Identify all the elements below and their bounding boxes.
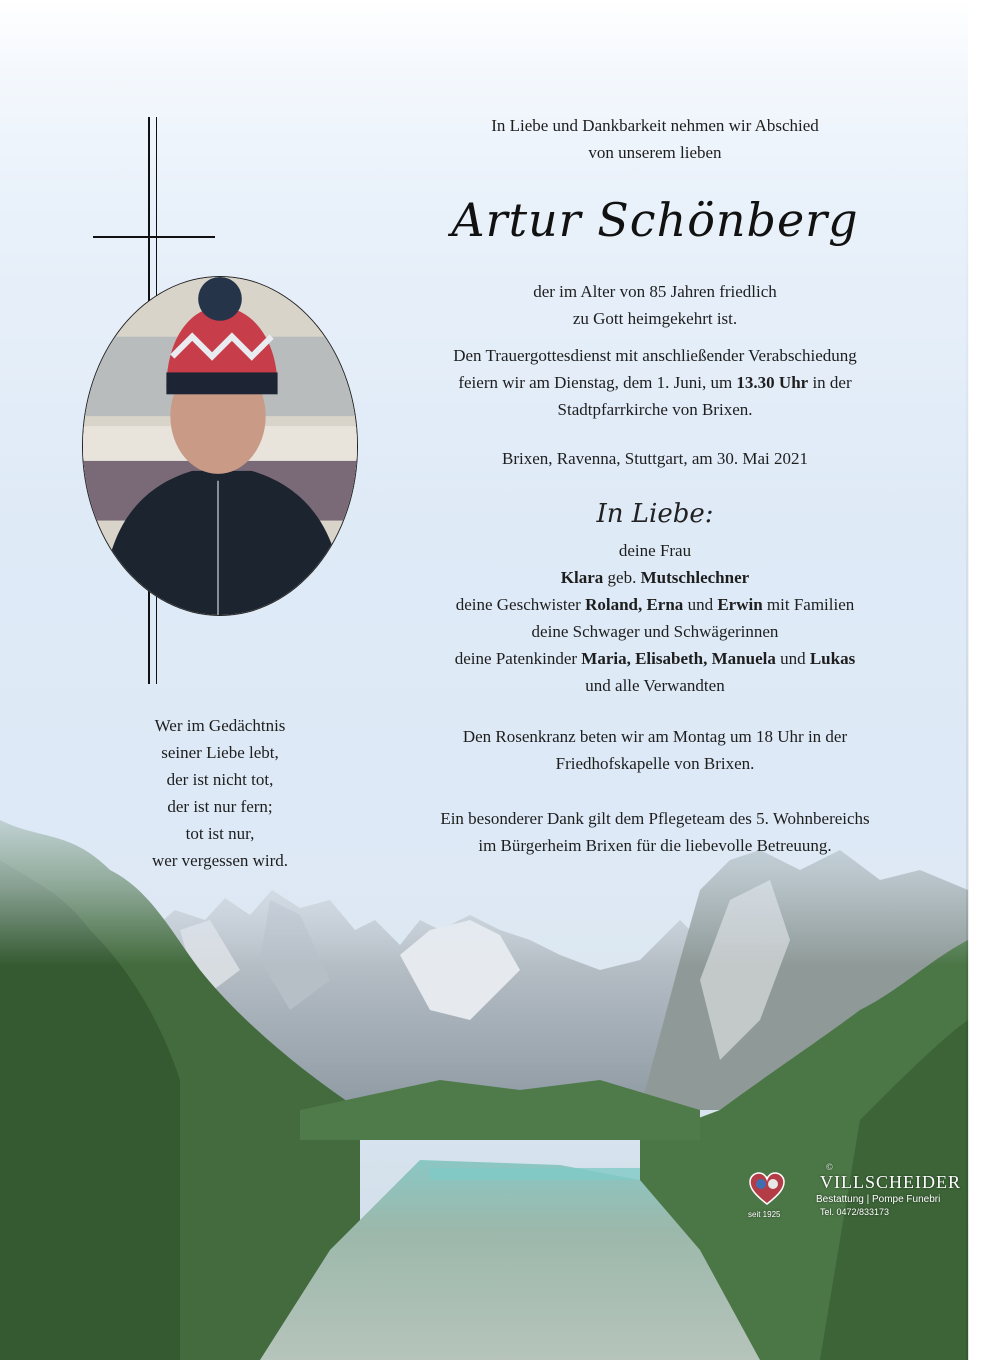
mourners-list xyxy=(385,537,925,699)
mourner-name: Maria, Elisabeth, Manuela xyxy=(581,649,776,668)
mourner-text: deine Geschwister xyxy=(455,595,581,614)
intro-line: In Liebe und Dankbarkeit nehmen wir Abschied xyxy=(491,116,819,135)
heart-emblem-icon xyxy=(748,1170,786,1208)
rosary-text xyxy=(385,723,925,777)
mourner-line xyxy=(385,645,925,672)
mourner-line xyxy=(385,564,925,591)
mourner-text: mit Familien xyxy=(766,595,855,614)
deceased-name: Artur Schönberg xyxy=(451,193,859,247)
mourner-line: deine Frau xyxy=(618,541,692,560)
mourner-text: und xyxy=(687,595,714,614)
deceased-name-block xyxy=(385,190,925,250)
poem-line: Wer im Gedächtnis xyxy=(154,716,286,735)
mourner-text: deine Patenkinder xyxy=(454,649,578,668)
poem-line: der ist nicht tot, xyxy=(166,770,274,789)
mourner-name: Mutschlechner xyxy=(640,568,750,587)
mourner-name: Roland, Erna xyxy=(585,595,684,614)
sheet-shadow xyxy=(966,80,969,1360)
mourner-name: Erwin xyxy=(717,595,763,614)
memorial-poem xyxy=(110,712,330,874)
poem-line: seiner Liebe lebt, xyxy=(161,743,279,762)
mourner-line: deine Schwager und Schwägerinnen xyxy=(531,622,779,641)
portrait-photo xyxy=(82,276,358,616)
thanks-line: im Bürgerheim Brixen für die liebevolle Betreuung. xyxy=(478,836,832,855)
service-time: 13.30 Uhr xyxy=(736,373,809,392)
service-line: Stadtpfarrkirche von Brixen. xyxy=(557,400,753,419)
passing-line: zu Gott heimgekehrt ist. xyxy=(572,309,738,328)
brand-phone: Tel. 0472/833173 xyxy=(820,1207,890,1217)
cross-horizontal-line xyxy=(93,236,215,238)
service-text: feiern wir am Dienstag, dem 1. Juni, um xyxy=(458,373,733,392)
rosary-line: Den Rosenkranz beten wir am Montag um 18 Uhr in der xyxy=(462,727,848,746)
place-date xyxy=(385,445,925,472)
brand-since: seit 1925 xyxy=(748,1210,781,1219)
in-liebe-heading-block xyxy=(385,498,925,530)
copyright-mark: © xyxy=(826,1162,833,1172)
brand-name: VILLSCHEIDER xyxy=(820,1172,961,1192)
funeral-service-text xyxy=(385,342,925,423)
mourner-line: und alle Verwandten xyxy=(585,676,725,695)
mourner-name: Klara xyxy=(560,568,604,587)
mourner-text: und xyxy=(780,649,806,668)
intro-line: von unserem lieben xyxy=(588,143,722,162)
in-liebe-heading: In Liebe: xyxy=(596,499,714,529)
service-line xyxy=(385,369,925,396)
intro-text xyxy=(385,112,925,166)
poem-line: tot ist nur, xyxy=(185,824,255,843)
thanks-text xyxy=(385,805,925,859)
thanks-line: Ein besonderer Dank gilt dem Pflegeteam des 5. Wohnbereichs xyxy=(440,809,870,828)
brand-subtitle: Bestattung | Pompe Funebri xyxy=(816,1194,941,1205)
mourner-text: geb. xyxy=(607,568,637,587)
poem-line: wer vergessen wird. xyxy=(151,851,289,870)
funeral-home-logo xyxy=(746,1162,961,1222)
mourner-line xyxy=(385,591,925,618)
service-text: in der xyxy=(812,373,852,392)
service-line: Den Trauergottesdienst mit anschließender Verabschiedung xyxy=(453,346,857,365)
passing-line: der im Alter von 85 Jahren friedlich xyxy=(533,282,777,301)
place-date-line: Brixen, Ravenna, Stuttgart, am 30. Mai 2021 xyxy=(502,449,808,468)
poem-line: der ist nur fern; xyxy=(167,797,273,816)
passing-text xyxy=(385,278,925,332)
rosary-line: Friedhofskapelle von Brixen. xyxy=(555,754,755,773)
mourner-name: Lukas xyxy=(809,649,856,668)
